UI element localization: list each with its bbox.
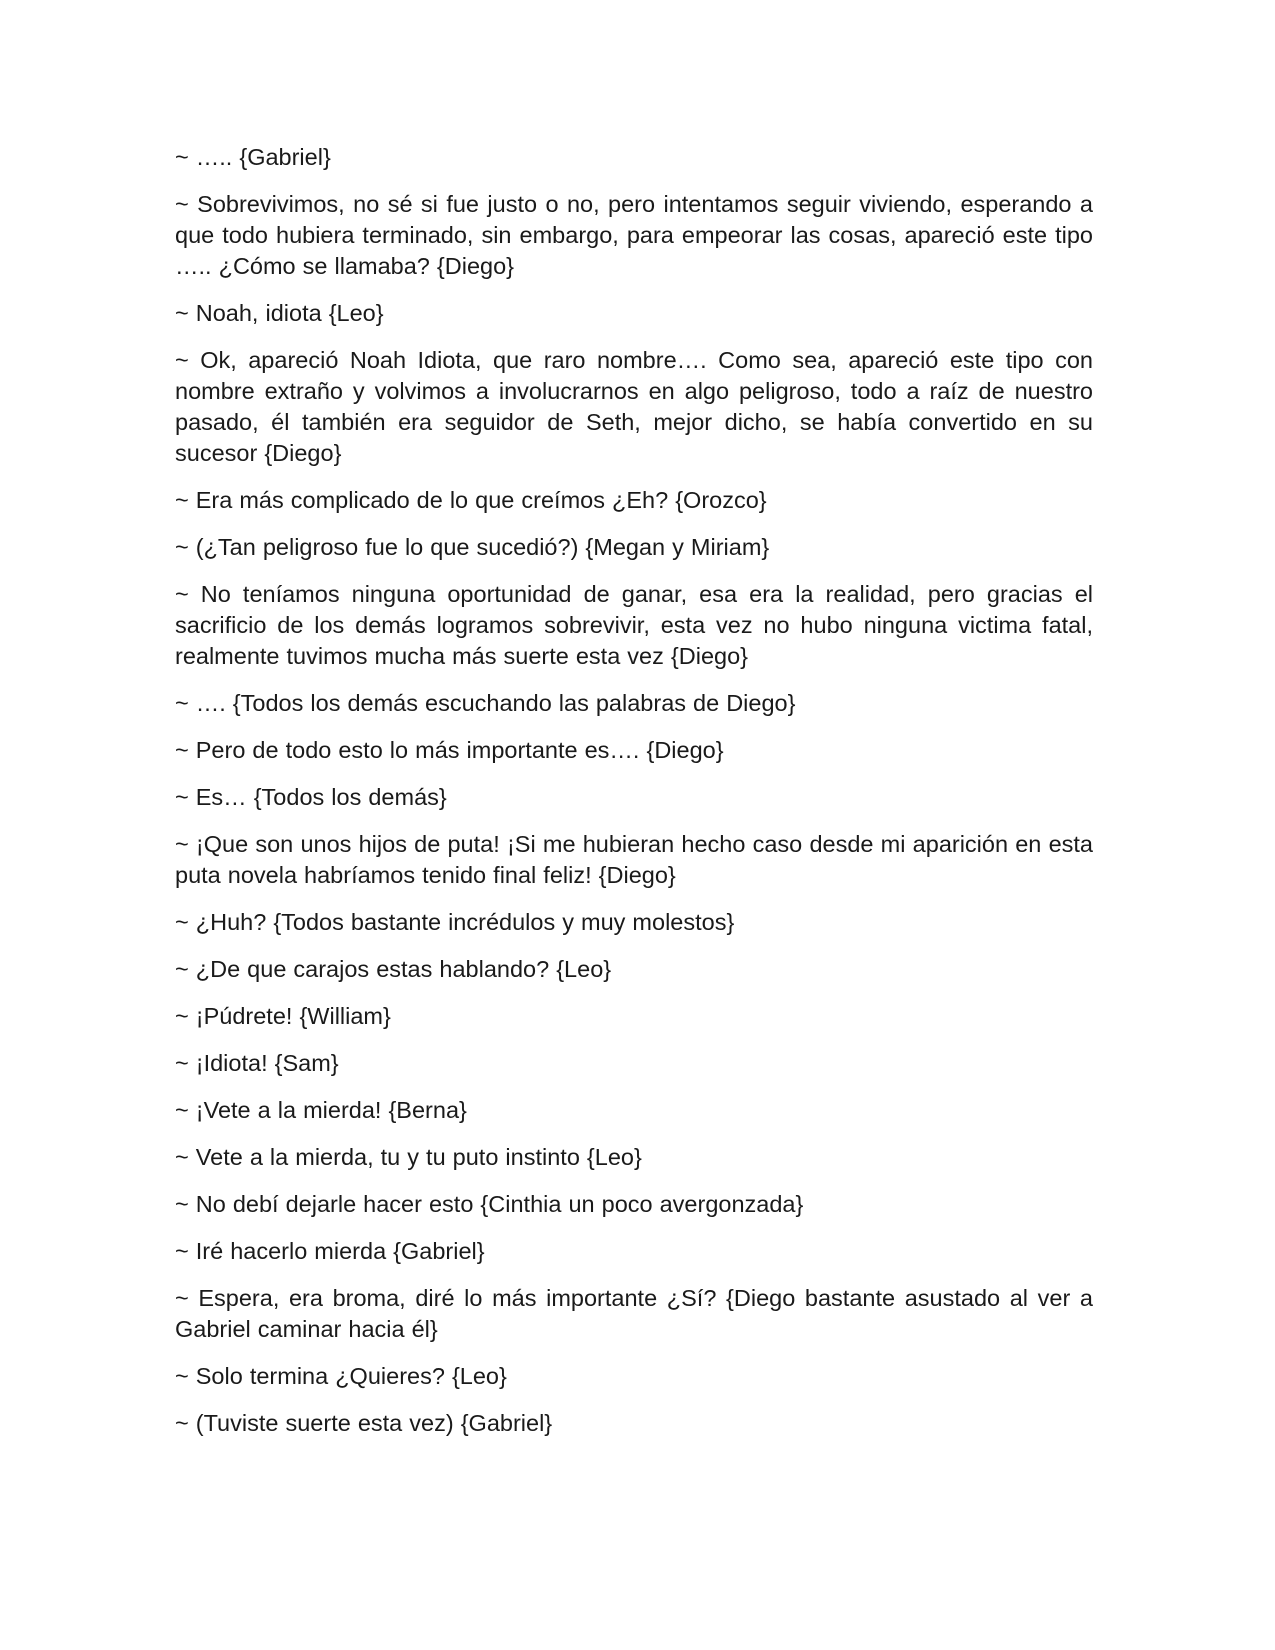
- document-body: [175, 142, 1093, 1455]
- dialogue-line: ~ Noah, idiota {Leo}: [175, 300, 384, 326]
- dialogue-line: ~ Solo termina ¿Quieres? {Leo}: [175, 1363, 507, 1389]
- dialogue-line: ~ No debí dejarle hacer esto {Cinthia un poco avergonzada}: [175, 1191, 804, 1217]
- dialogue-line: ~ Es… {Todos los demás}: [175, 784, 447, 810]
- dialogue-line: ~ ….. {Gabriel}: [175, 144, 331, 170]
- dialogue-line: ~ Iré hacerlo mierda {Gabriel}: [175, 1238, 485, 1264]
- dialogue-line: ~ ¡Púdrete! {William}: [175, 1003, 391, 1029]
- dialogue-line: ~ Ok, apareció Noah Idiota, que raro nombre…. Como sea, apareció este tipo con nombre extraño y volvimos a involucrarnos en algo peligroso, todo a raíz de nuestro pasado, él también era seguidor de Seth, mejor dicho, se había convertido en su sucesor {Diego}: [175, 347, 1093, 466]
- dialogue-line: ~ Espera, era broma, diré lo más importante ¿Sí? {Diego bastante asustado al ver a Gabriel caminar hacia él}: [175, 1285, 1093, 1342]
- dialogue-line: ~ (¿Tan peligroso fue lo que sucedió?) {Megan y Miriam}: [175, 534, 770, 560]
- dialogue-line: ~ ¿De que carajos estas hablando? {Leo}: [175, 956, 612, 982]
- dialogue-line: ~ …. {Todos los demás escuchando las palabras de Diego}: [175, 690, 796, 716]
- dialogue-line: ~ Vete a la mierda, tu y tu puto instinto {Leo}: [175, 1144, 642, 1170]
- dialogue-line: ~ ¡Que son unos hijos de puta! ¡Si me hubieran hecho caso desde mi aparición en esta puta novela habríamos tenido final feliz! {Diego}: [175, 831, 1093, 888]
- dialogue-line: ~ Era más complicado de lo que creímos ¿Eh? {Orozco}: [175, 487, 767, 513]
- dialogue-line: ~ ¡Idiota! {Sam}: [175, 1050, 339, 1076]
- dialogue-line: ~ ¡Vete a la mierda! {Berna}: [175, 1097, 467, 1123]
- dialogue-line: ~ No teníamos ninguna oportunidad de ganar, esa era la realidad, pero gracias el sacrificio de los demás logramos sobrevivir, esta vez no hubo ninguna victima fatal, realmente tuvimos mucha más suerte esta vez {Diego}: [175, 581, 1093, 669]
- dialogue-line: ~ Pero de todo esto lo más importante es…. {Diego}: [175, 737, 724, 763]
- dialogue-line: ~ ¿Huh? {Todos bastante incrédulos y muy molestos}: [175, 909, 735, 935]
- dialogue-line: ~ (Tuviste suerte esta vez) {Gabriel}: [175, 1410, 553, 1436]
- dialogue-line: ~ Sobrevivimos, no sé si fue justo o no, pero intentamos seguir viviendo, esperando a que todo hubiera terminado, sin embargo, para empeorar las cosas, apareció este tipo ….. ¿Cómo se llamaba? {Diego}: [175, 191, 1093, 279]
